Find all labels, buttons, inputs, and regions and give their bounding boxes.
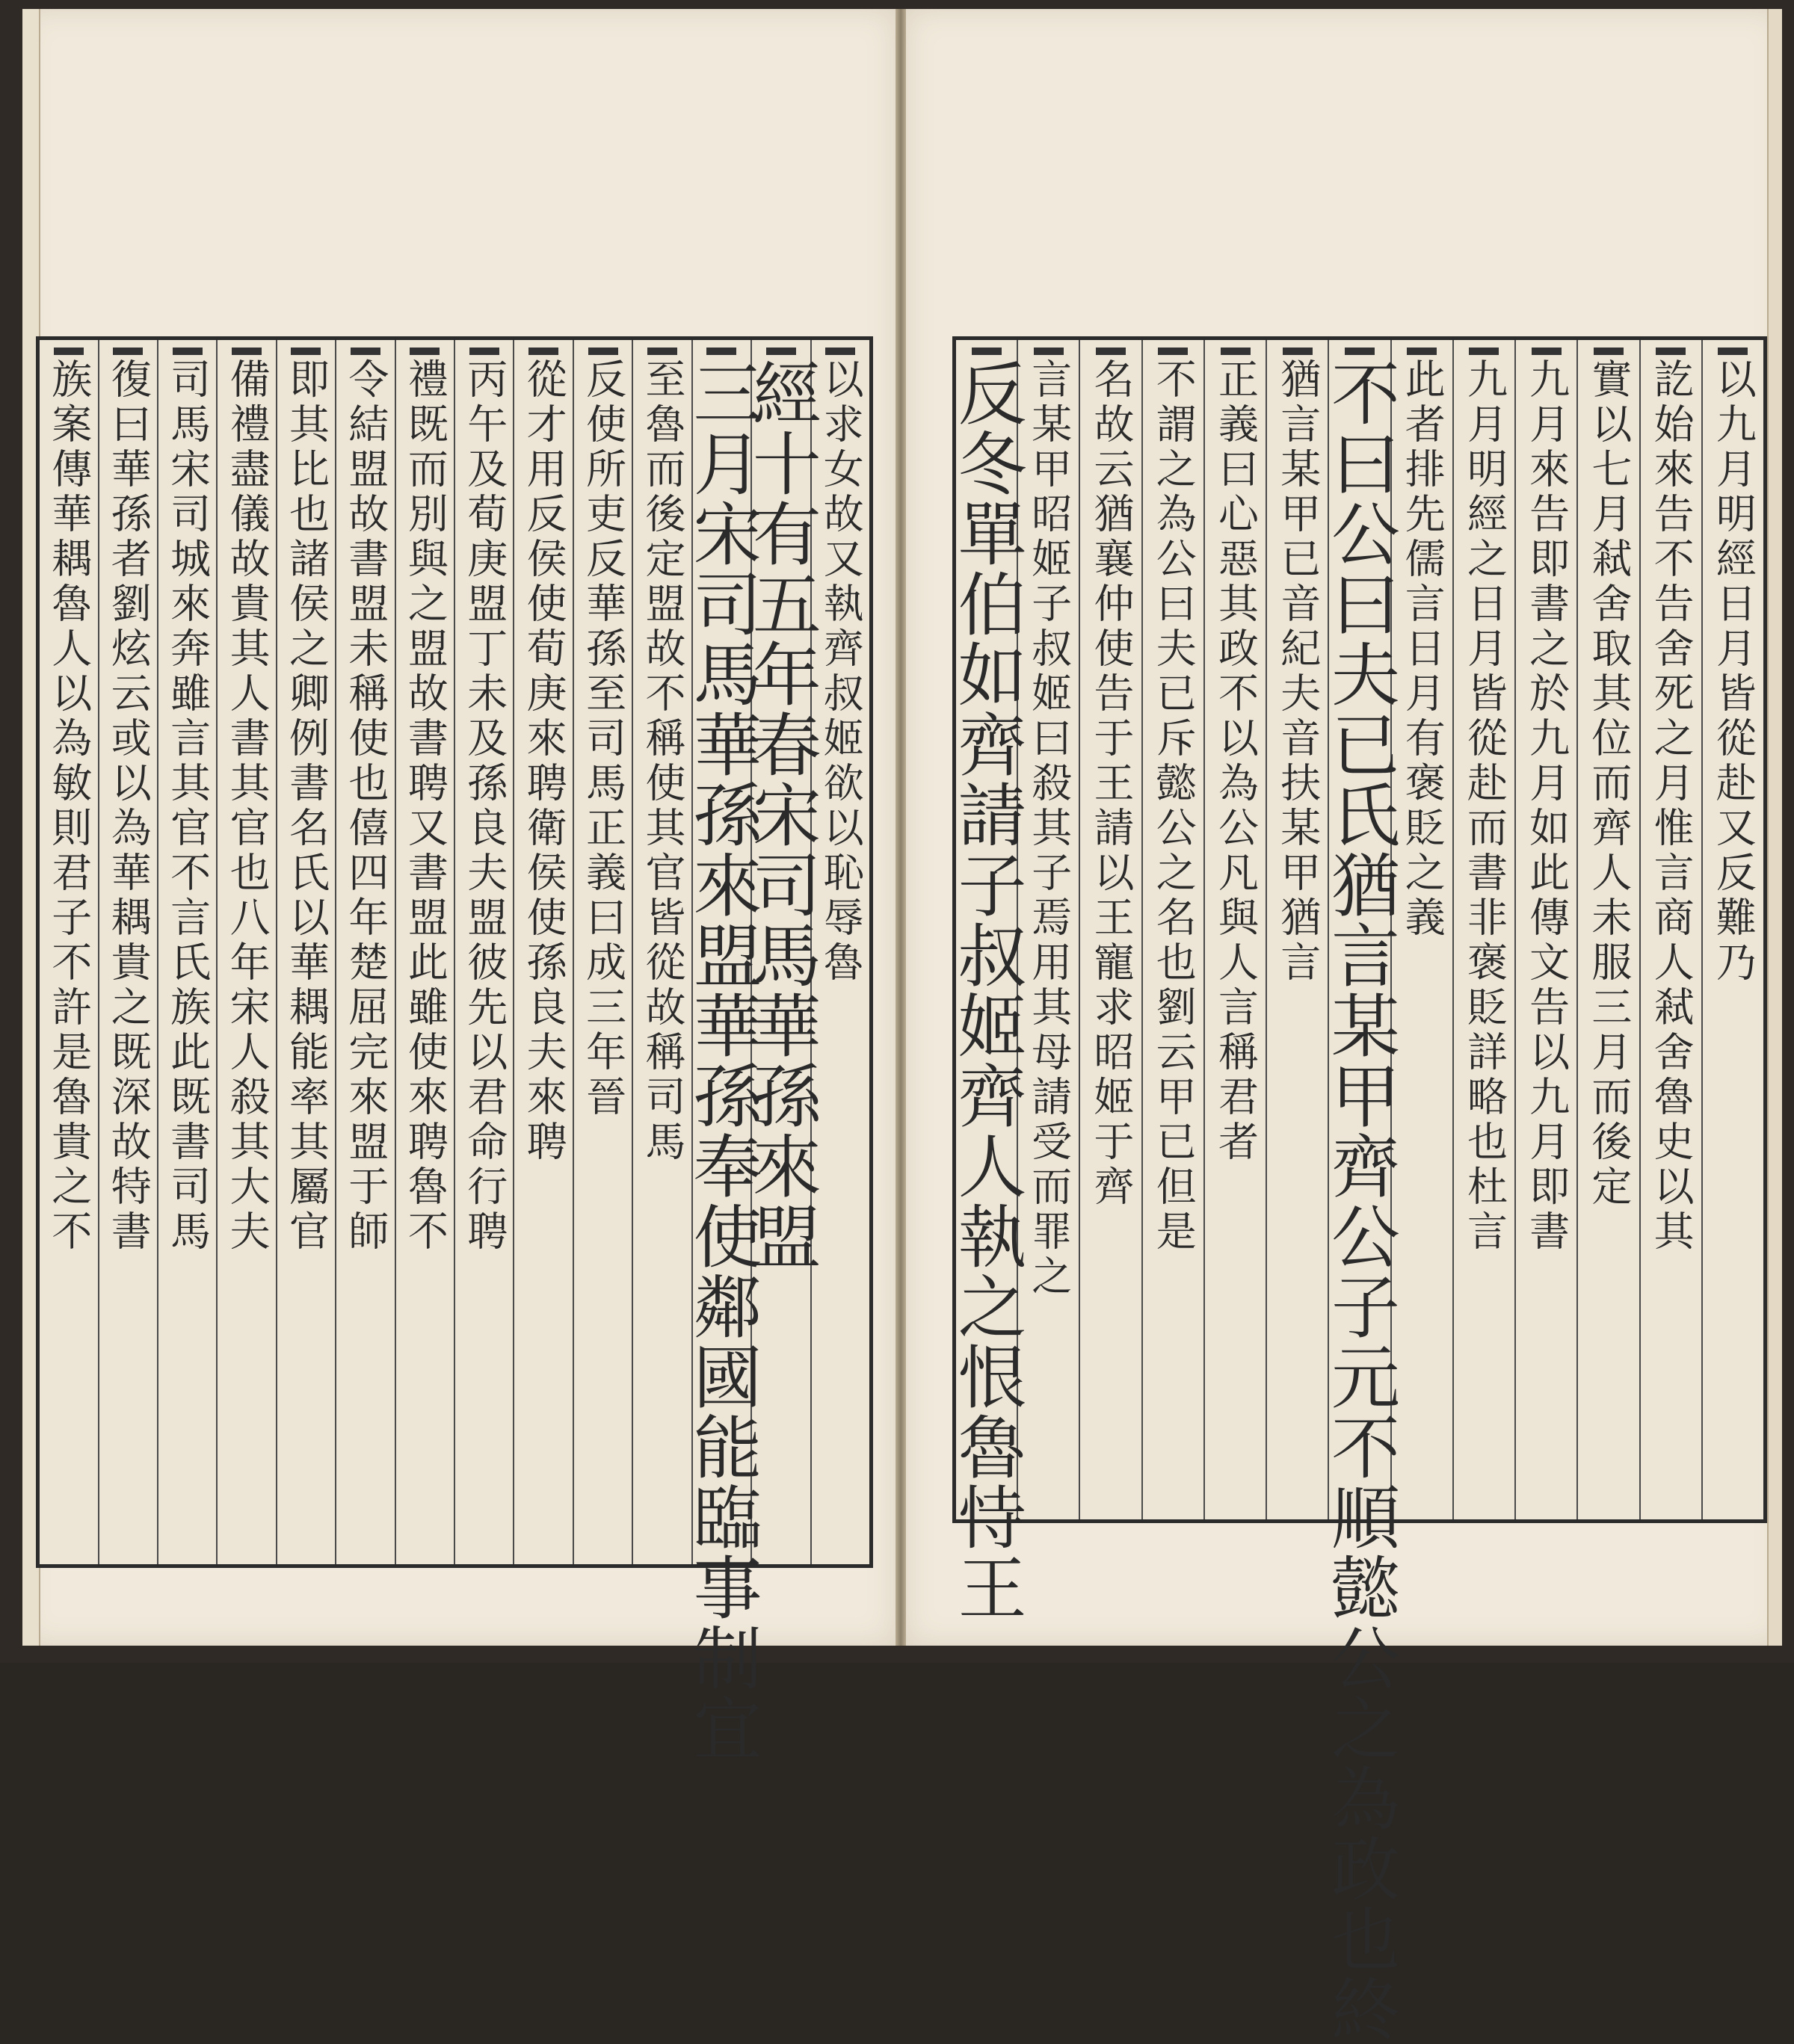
text-column (1203, 340, 1266, 1519)
right-page-edge (1767, 9, 1782, 1646)
column-text: 即其比也諸侯之卿例書名氏以華耦能率其屬官 (283, 358, 330, 1255)
text-column (573, 340, 632, 1564)
text-column (1319, 340, 1400, 2044)
column-text: 名故云猶襄仲使告于王請以王寵求昭姬于齊 (1088, 358, 1135, 1210)
column-text: 此者排先儒言日月有褒貶之義 (1399, 358, 1446, 941)
column-text: 三月宋司馬華孫來盟華孫奉使鄰國能臨事制宜 (682, 358, 762, 1763)
column-text: 反冬單伯如齊請子叔姬齊人執之恨魯恃王 (946, 358, 1027, 1622)
column-mark (1718, 348, 1748, 355)
text-column (946, 340, 1027, 1622)
left-text-frame (36, 336, 873, 1763)
column-text: 九月來告即書之於九月如此傳文告以九月即書 (1523, 358, 1570, 1255)
column-mark (528, 348, 558, 355)
column-mark (1096, 348, 1126, 355)
column-text: 猶言某甲已音紀夫音扶某甲猶言 (1274, 358, 1322, 986)
column-mark (113, 348, 143, 355)
column-mark (410, 348, 440, 355)
text-column (98, 340, 157, 1564)
column-mark (291, 348, 321, 355)
text-column (1514, 340, 1576, 1519)
column-mark (1345, 348, 1375, 355)
column-text: 從才用反侯使荀庚來聘衛侯使孫良夫來聘 (520, 358, 568, 1165)
text-column (1576, 340, 1639, 1519)
column-text: 以求女故又執齊叔姬欲以恥辱魯 (817, 358, 865, 986)
column-text: 復曰華孫者劉炫云或以為華耦貴之既深故特書 (105, 358, 152, 1255)
text-column (1079, 340, 1141, 1519)
column-mark (1158, 348, 1188, 355)
text-column (454, 340, 513, 1564)
column-text: 禮既而別與之盟故書聘又書盟此雖使來聘魯不 (401, 358, 449, 1255)
column-mark (232, 348, 262, 355)
column-text: 族案傳華耦魯人以為敏則君子不許是魯貴之不 (45, 358, 93, 1255)
right-text-frame (946, 336, 1767, 2044)
text-column (157, 340, 216, 1564)
column-text: 司馬宋司城來奔雖言其官不言氏族此既書司馬 (164, 358, 212, 1255)
column-mark (972, 348, 1002, 355)
column-text: 令結盟故書盟未稱使也僖四年楚屈完來盟于師 (342, 358, 389, 1255)
column-mark (1532, 348, 1562, 355)
left-columns (40, 340, 869, 1763)
text-column (395, 340, 454, 1564)
column-mark (588, 348, 618, 355)
column-mark (1034, 348, 1064, 355)
column-text: 不曰公曰夫已氏猶言某甲齊公子元不順懿公之為政也終 (1319, 358, 1400, 2044)
right-columns (946, 340, 1763, 2044)
text-column (335, 340, 394, 1564)
text-column (40, 340, 97, 1564)
text-column (632, 340, 691, 1564)
column-mark (766, 348, 796, 355)
column-mark (469, 348, 499, 355)
column-mark (173, 348, 203, 355)
text-column (1639, 340, 1701, 1519)
text-column (682, 340, 762, 1763)
column-mark (1469, 348, 1499, 355)
column-text: 至魯而後定盟故不稱使其官皆從故稱司馬 (639, 358, 687, 1165)
column-text: 實以七月弒舍取其位而齊人未服三月而後定 (1585, 358, 1633, 1210)
column-text: 言某甲昭姬子叔姬曰殺其子焉用其母請受而罪之 (1025, 358, 1073, 1300)
text-column (1266, 340, 1328, 1519)
column-text: 經十有五年春宋司馬華孫來盟 (741, 358, 822, 1271)
text-column (216, 340, 275, 1564)
text-column (1701, 340, 1763, 1519)
column-mark (1221, 348, 1251, 355)
column-mark (54, 348, 84, 355)
column-mark (1283, 348, 1313, 355)
column-mark (1656, 348, 1686, 355)
column-text: 九月明經之日月皆從赴而書非褒貶詳略也杜言 (1461, 358, 1508, 1255)
right-page (906, 9, 1782, 2044)
left-page (22, 9, 896, 1763)
column-text: 丙午及荀庚盟丁未及孫良夫盟彼先以君命行聘 (460, 358, 508, 1255)
text-column (513, 340, 572, 1564)
column-mark (1594, 348, 1624, 355)
column-mark (351, 348, 380, 355)
column-text: 正義曰心惡其政不以為公凡與人言稱君者 (1212, 358, 1260, 1165)
column-mark (1407, 348, 1437, 355)
text-column (1141, 340, 1203, 1519)
book-gutter (896, 9, 906, 1646)
text-column (276, 340, 335, 1564)
column-text: 備禮盡儀故貴其人書其官也八年宋人殺其大夫 (224, 358, 271, 1255)
column-mark (706, 348, 736, 355)
text-column (1452, 340, 1514, 1519)
column-text: 不謂之為公曰夫已斥懿公之名也劉云甲已但是 (1150, 358, 1197, 1255)
column-text: 反使所吏反華孫至司馬正義曰成三年晉 (579, 358, 627, 1120)
column-mark (825, 348, 855, 355)
column-mark (647, 348, 677, 355)
column-text: 以九月明經日月皆從赴又反難乃 (1710, 358, 1757, 986)
column-text: 訖始來告不告舍死之月惟言商人弒舍魯史以其 (1647, 358, 1695, 1255)
